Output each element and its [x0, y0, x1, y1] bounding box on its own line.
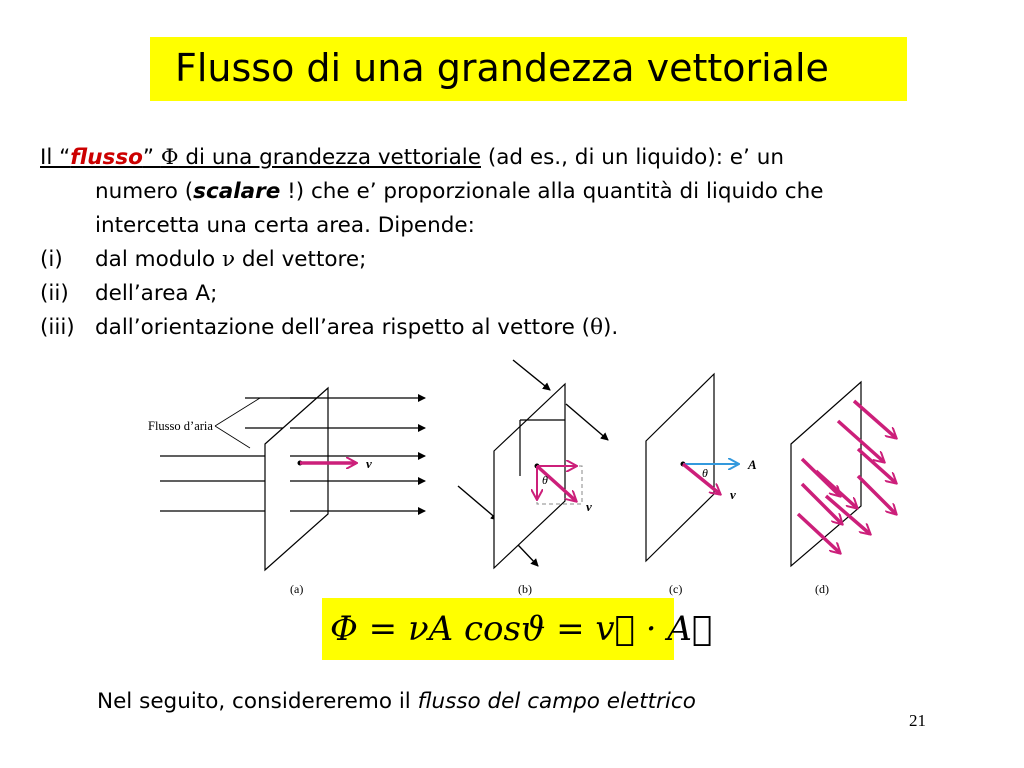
- area-plane: [494, 384, 565, 568]
- v-label: v: [366, 456, 372, 471]
- panel-label-b: (b): [518, 582, 532, 596]
- panel-a: [148, 388, 425, 596]
- area-plane: [265, 388, 328, 570]
- theta-label: θ: [542, 473, 548, 487]
- body-text: [40, 141, 1000, 345]
- footer-italic: flusso del campo elettrico: [417, 689, 696, 714]
- panel-label-c: (c): [669, 582, 683, 596]
- flux-figure: [140, 356, 920, 596]
- flusso-word: flusso: [70, 145, 143, 170]
- page-number: 21: [909, 711, 926, 730]
- v-label: v: [586, 499, 592, 514]
- panel-label-d: (d): [815, 582, 829, 596]
- list-item: (iii) dall’orientazione dell’area rispetto al vettore (θ).: [40, 311, 1000, 345]
- nu-symbol: ν: [221, 247, 236, 272]
- theta-label: θ: [702, 466, 708, 480]
- air-flow-label: Flusso d’aria: [148, 419, 213, 433]
- flusso-phrase: Il “flusso” Φ di una grandezza vettoriale: [40, 145, 481, 170]
- slide-title: Flusso di una grandezza vettoriale: [175, 46, 829, 90]
- panel-label-a: (a): [290, 582, 304, 596]
- A-label: A: [748, 457, 757, 472]
- body-line-1: Il “flusso” Φ di una grandezza vettoriale (ad es., di un liquido): e’ un: [40, 145, 784, 170]
- scalare-word: scalare: [193, 179, 281, 204]
- body-line-2: numero (scalare !) che e’ proporzionale alla quantità di liquido che: [95, 179, 824, 204]
- panel-c: [646, 374, 757, 596]
- phi-symbol: Φ: [160, 145, 179, 170]
- theta-symbol: θ: [590, 315, 604, 340]
- list-label: (ii): [40, 281, 69, 306]
- body-line-3: intercetta una certa area. Dipende:: [95, 213, 475, 238]
- panel-d: [791, 382, 896, 596]
- list-item: (ii) dell’area A;: [40, 277, 1000, 311]
- v-label: v: [730, 487, 736, 502]
- list-item: (i) dal modulo ν del vettore;: [40, 243, 1000, 277]
- list-label: (i): [40, 247, 63, 272]
- panel-b: [458, 360, 608, 596]
- footer-note: Nel seguito, considereremo il flusso del campo elettrico: [97, 689, 696, 714]
- list-label: (iii): [40, 315, 75, 340]
- flux-formula: Φ = νA cosϑ = v⃗ · A⃗: [330, 609, 713, 649]
